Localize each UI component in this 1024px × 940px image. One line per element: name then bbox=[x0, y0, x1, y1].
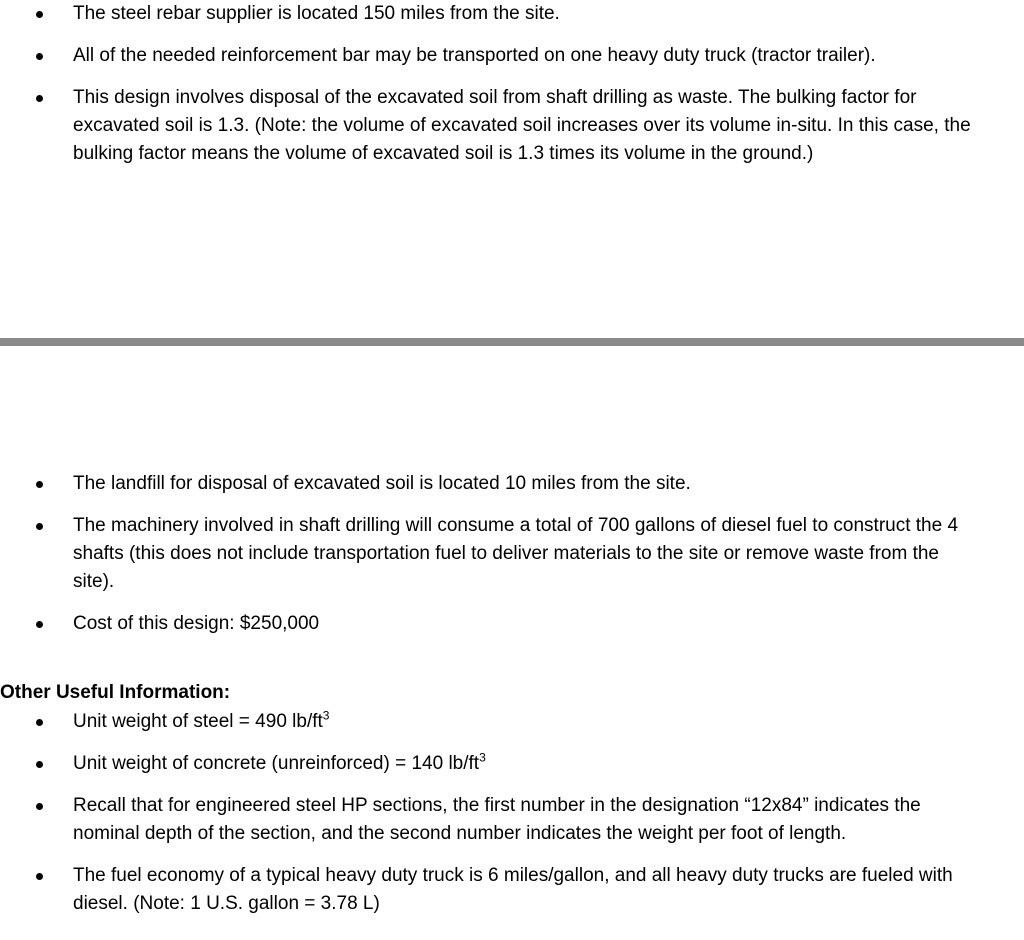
superscript-exponent: 3 bbox=[479, 750, 486, 765]
bullet-icon bbox=[36, 803, 43, 810]
list-item-text bbox=[73, 750, 984, 778]
other-info-bullet-list bbox=[0, 708, 1024, 932]
list-item-rebar-transport bbox=[0, 42, 1024, 70]
list-item-rebar-supplier bbox=[0, 0, 1024, 28]
list-item-text: Cost of this design: $250,000 bbox=[73, 613, 320, 634]
list-item-text: This design involves disposal of the excavated soil from shaft drilling as waste. The bulking factor for excavated soil is 1.3. (Note: the volume of excavated soil increases over its volume in-situ. In this case, the bulking factor means the volume of excavated soil is 1.3 times its volume in the ground.) bbox=[73, 87, 971, 164]
list-item-text: Recall that for engineered steel HP sections, the first number in the designation “12x84” indicates the nominal depth of the section, and the second number indicates the weight per foot of length. bbox=[73, 795, 921, 844]
list-item-text: All of the needed reinforcement bar may be transported on one heavy duty truck (tractor trailer). bbox=[73, 45, 876, 66]
bullet-icon bbox=[36, 719, 43, 726]
list-item-hp-sections bbox=[0, 792, 1024, 848]
list-item-landfill bbox=[0, 470, 1024, 498]
top-bullet-list bbox=[0, 0, 1024, 182]
list-item-text: The landfill for disposal of excavated soil is located 10 miles from the site. bbox=[73, 473, 691, 494]
list-item-concrete-weight bbox=[0, 750, 1024, 778]
bullet-icon bbox=[36, 523, 43, 530]
list-item-text: The steel rebar supplier is located 150 miles from the site. bbox=[73, 3, 560, 24]
list-item-design-cost bbox=[0, 610, 1024, 638]
list-item-text bbox=[73, 708, 984, 736]
middle-bullet-list bbox=[0, 470, 1024, 652]
bullet-icon bbox=[36, 53, 43, 60]
bullet-icon bbox=[36, 11, 43, 18]
section-heading-other-info: Other Useful Information: bbox=[0, 682, 231, 703]
page-divider bbox=[0, 338, 1024, 346]
bullet-icon bbox=[36, 481, 43, 488]
list-item-fuel-economy bbox=[0, 862, 1024, 918]
bullet-icon bbox=[36, 621, 43, 628]
list-item-steel-weight bbox=[0, 708, 1024, 736]
list-item-text-main: Unit weight of steel = 490 lb/ft bbox=[73, 711, 323, 732]
list-item-text-main: Unit weight of concrete (unreinforced) = 140 lb/ft bbox=[73, 753, 480, 774]
list-item-soil-disposal bbox=[0, 84, 1024, 168]
list-item-text: The machinery involved in shaft drilling will consume a total of 700 gallons of diesel fuel to construct the 4 shafts (this does not include transportation fuel to deliver materials to the site or remove waste from the site). bbox=[73, 515, 959, 592]
list-item-text: The fuel economy of a typical heavy duty truck is 6 miles/gallon, and all heavy duty trucks are fueled with diesel. (Note: 1 U.S. gallon = 3.78 L) bbox=[73, 865, 953, 914]
bullet-icon bbox=[36, 761, 43, 768]
list-item-machinery-fuel bbox=[0, 512, 1024, 596]
bullet-icon bbox=[36, 873, 43, 880]
bullet-icon bbox=[36, 95, 43, 102]
superscript-exponent: 3 bbox=[322, 708, 330, 723]
